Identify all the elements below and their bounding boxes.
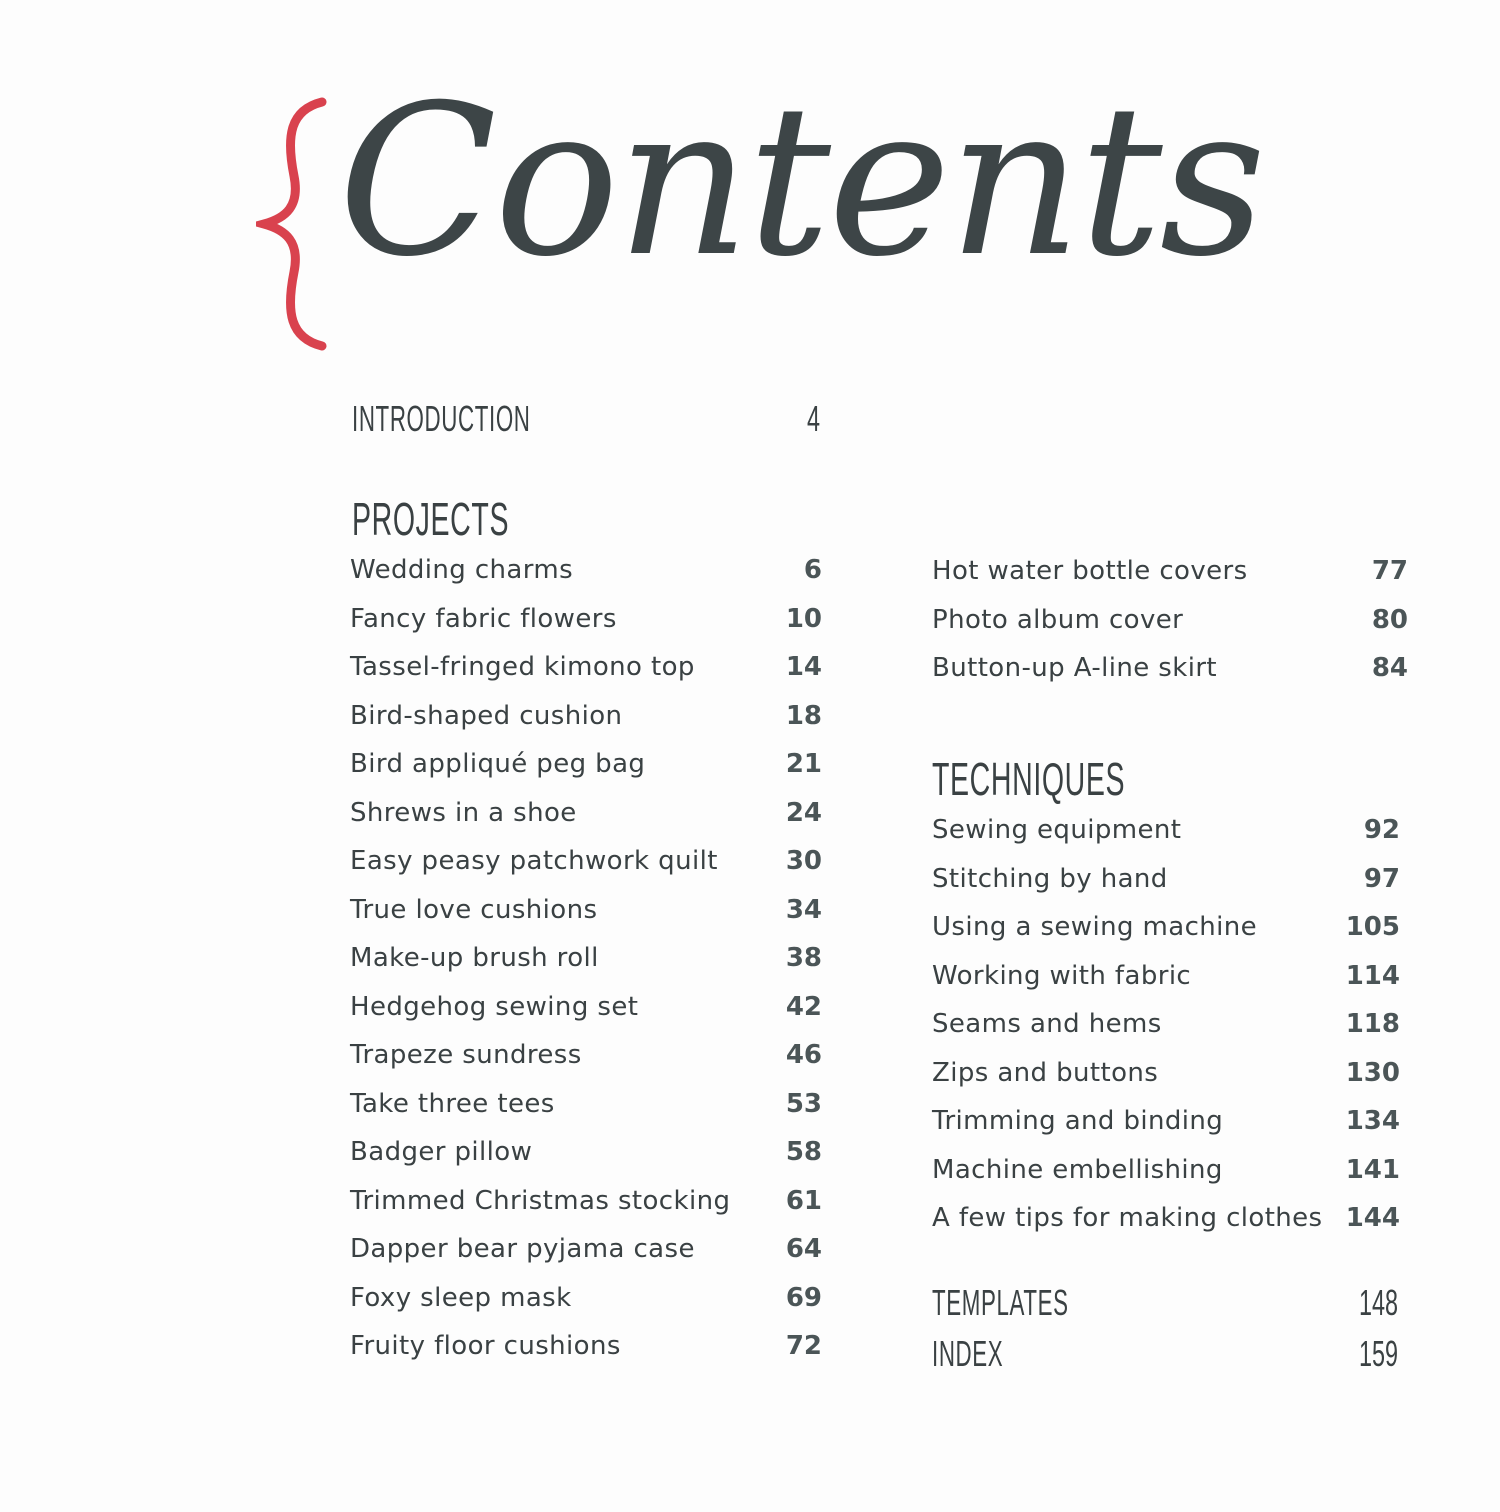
entry-page-number: 84 <box>1371 653 1408 683</box>
entry-title: Sewing equipment <box>932 815 1182 845</box>
entry-title: Using a sewing machine <box>932 912 1258 942</box>
projects-entry <box>932 556 1408 605</box>
entry-page-number: 64 <box>785 1234 822 1264</box>
entry-title: A few tips for making clothes <box>932 1203 1323 1233</box>
brace-ornament <box>256 96 336 352</box>
entry-title: Bird-shaped cushion <box>350 700 623 731</box>
entry-page-number: 134 <box>1345 1106 1400 1136</box>
entry-page-number: 130 <box>1345 1057 1400 1088</box>
entry-title: Shrews in a shoe <box>350 797 577 828</box>
entry-page-number: 77 <box>1371 556 1408 586</box>
projects-entry <box>350 1089 822 1138</box>
entry-page-number: 18 <box>785 700 822 731</box>
index-label: INDEX <box>932 1333 1004 1374</box>
entry-title: Make-up brush roll <box>350 943 599 973</box>
templates-label: TEMPLATES <box>932 1282 1069 1323</box>
entry-title: Hot water bottle covers <box>932 556 1248 586</box>
entry-title: Trapeze sundress <box>350 1040 582 1070</box>
techniques-entry <box>932 1106 1400 1155</box>
entry-title: Easy peasy patchwork quilt <box>350 846 718 876</box>
entry-title: Stitching by hand <box>932 863 1168 894</box>
entry-page-number: 58 <box>785 1137 822 1167</box>
entry-page-number: 21 <box>785 749 822 779</box>
entry-title: Hedgehog sewing set <box>350 991 639 1022</box>
entry-title: Working with fabric <box>932 960 1192 991</box>
entry-page-number: 92 <box>1363 815 1400 845</box>
projects-continued-list <box>932 556 1408 702</box>
entry-title: Take three tees <box>350 1088 555 1119</box>
projects-entry <box>350 555 822 604</box>
entry-page-number: 105 <box>1345 912 1400 942</box>
techniques-entry <box>932 1155 1400 1204</box>
projects-entry <box>350 652 822 701</box>
index-page: 159 <box>1358 1333 1398 1374</box>
entry-title: Fruity floor cushions <box>350 1331 621 1361</box>
projects-entry <box>350 798 822 847</box>
projects-entry <box>350 701 822 750</box>
techniques-list <box>932 815 1400 1252</box>
techniques-entry <box>932 961 1400 1010</box>
projects-entry <box>350 943 822 992</box>
techniques-entry <box>932 864 1400 913</box>
entry-page-number: 34 <box>785 894 822 925</box>
projects-entry <box>350 604 822 653</box>
templates-page: 148 <box>1358 1282 1398 1323</box>
techniques-heading: TECHNIQUES <box>932 753 1126 805</box>
entry-page-number: 80 <box>1371 604 1408 635</box>
entry-page-number: 30 <box>785 846 822 876</box>
entry-title: Badger pillow <box>350 1137 533 1167</box>
entry-title: Seams and hems <box>932 1009 1162 1039</box>
entry-page-number: 141 <box>1345 1154 1400 1185</box>
entry-title: Fancy fabric flowers <box>350 603 617 634</box>
projects-entry <box>350 1283 822 1332</box>
entry-page-number: 61 <box>785 1185 822 1216</box>
brace-shape <box>264 102 322 346</box>
entry-page-number: 97 <box>1363 863 1400 894</box>
projects-heading: PROJECTS <box>352 493 510 545</box>
projects-entry <box>350 895 822 944</box>
projects-entry <box>350 1040 822 1089</box>
projects-entry <box>350 1234 822 1283</box>
entry-title: Button-up A-line skirt <box>932 653 1218 683</box>
techniques-entry <box>932 1203 1400 1252</box>
entry-title: Foxy sleep mask <box>350 1282 572 1313</box>
entry-page-number: 118 <box>1345 1009 1400 1039</box>
entry-page-number: 144 <box>1345 1203 1400 1233</box>
entry-page-number: 38 <box>785 943 822 973</box>
techniques-entry <box>932 815 1400 864</box>
page-title: Contents <box>338 61 1264 303</box>
entry-page-number: 53 <box>785 1088 822 1119</box>
techniques-entry <box>932 1009 1400 1058</box>
entry-page-number: 69 <box>785 1282 822 1313</box>
entry-title: Dapper bear pyjama case <box>350 1234 695 1264</box>
projects-list <box>350 555 822 1380</box>
projects-entry <box>932 605 1408 654</box>
introduction-page: 4 <box>806 398 820 439</box>
entry-page-number: 46 <box>785 1040 822 1070</box>
entry-title: Trimmed Christmas stocking <box>350 1185 731 1216</box>
introduction-label: INTRODUCTION <box>352 398 531 439</box>
entry-title: Photo album cover <box>932 604 1184 635</box>
entry-page-number: 14 <box>785 652 822 682</box>
entry-page-number: 6 <box>803 555 822 585</box>
entry-page-number: 42 <box>785 991 822 1022</box>
entry-page-number: 10 <box>785 603 822 634</box>
entry-title: Wedding charms <box>350 555 574 585</box>
projects-entry <box>350 1331 822 1380</box>
entry-title: Trimming and binding <box>932 1106 1224 1136</box>
entry-page-number: 24 <box>785 797 822 828</box>
entry-title: Zips and buttons <box>932 1057 1159 1088</box>
projects-entry <box>350 1186 822 1235</box>
entry-title: Tassel-fringed kimono top <box>350 652 695 682</box>
entry-title: True love cushions <box>350 894 598 925</box>
projects-entry <box>350 846 822 895</box>
entry-page-number: 72 <box>785 1331 822 1361</box>
projects-entry <box>350 749 822 798</box>
entry-title: Machine embellishing <box>932 1154 1223 1185</box>
projects-entry <box>350 992 822 1041</box>
projects-entry <box>932 653 1408 702</box>
techniques-entry <box>932 1058 1400 1107</box>
techniques-entry <box>932 912 1400 961</box>
entry-page-number: 114 <box>1345 960 1400 991</box>
entry-title: Bird appliqué peg bag <box>350 749 646 779</box>
projects-entry <box>350 1137 822 1186</box>
